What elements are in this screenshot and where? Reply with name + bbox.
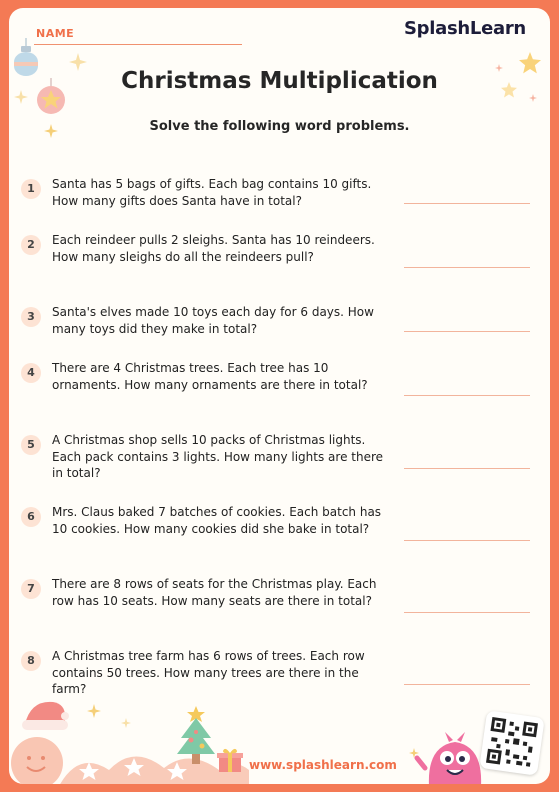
page-title: Christmas Multiplication <box>121 68 438 94</box>
question-text: Mrs. Claus baked 7 batches of cookies. Each batch has 10 cookies. How many cookies did she bake in total? <box>52 505 382 536</box>
question-2 <box>21 232 541 292</box>
answer-line[interactable] <box>404 684 530 685</box>
brand-logo: SplashLearn <box>404 18 526 39</box>
question-text: A Christmas shop sells 10 packs of Christmas lights. Each pack contains 3 lights. How many lights are there in total? <box>52 433 384 480</box>
page-subtitle: Solve the following word problems. <box>149 119 410 134</box>
question-number: 3 <box>21 307 41 327</box>
answer-line[interactable] <box>404 203 530 204</box>
question-text: Santa's elves made 10 toys each day for 6 days. How many toys did they make in total? <box>52 305 374 336</box>
question-number: 7 <box>21 579 41 599</box>
name-label: NAME <box>36 27 75 40</box>
question-8 <box>21 648 541 708</box>
question-number: 6 <box>21 507 41 527</box>
gift-icon <box>217 748 243 774</box>
answer-line[interactable] <box>404 540 530 541</box>
question-6 <box>21 504 541 564</box>
question-number: 8 <box>21 651 41 671</box>
answer-line[interactable] <box>404 331 530 332</box>
footer-url[interactable]: www.splashlearn.com <box>249 758 397 772</box>
qr-code-icon[interactable] <box>479 710 545 776</box>
question-number: 4 <box>21 363 41 383</box>
question-text: Santa has 5 bags of gifts. Each bag contains 10 gifts. How many gifts does Santa have in total? <box>52 177 372 208</box>
answer-line[interactable] <box>404 468 530 469</box>
question-text: There are 4 Christmas trees. Each tree has 10 ornaments. How many ornaments are there in total? <box>52 361 368 392</box>
question-number: 2 <box>21 235 41 255</box>
worksheet <box>9 8 550 784</box>
name-input-line[interactable] <box>34 44 242 45</box>
question-3 <box>21 304 541 364</box>
answer-line[interactable] <box>404 267 530 268</box>
answer-line[interactable] <box>404 395 530 396</box>
sparkle-icon <box>529 94 537 102</box>
sparkle-icon <box>409 748 419 758</box>
question-4 <box>21 360 541 420</box>
question-number: 1 <box>21 179 41 199</box>
answer-line[interactable] <box>404 612 530 613</box>
question-5 <box>21 432 541 492</box>
question-7 <box>21 576 541 636</box>
sparkle-icon <box>121 718 131 728</box>
question-text: Each reindeer pulls 2 sleighs. Santa has 10 reindeers. How many sleighs do all the reindeers pull? <box>52 233 375 264</box>
question-text: A Christmas tree farm has 6 rows of trees. Each row contains 50 trees. How many trees are there in the farm? <box>52 649 365 696</box>
christmas-tree-icon <box>173 704 219 770</box>
question-text: There are 8 rows of seats for the Christmas play. Each row has 10 seats. How many seats are there in total? <box>52 577 377 608</box>
question-number: 5 <box>21 435 41 455</box>
santa-hat-icon <box>19 696 71 732</box>
question-1 <box>21 176 541 236</box>
sparkle-icon <box>87 704 101 718</box>
